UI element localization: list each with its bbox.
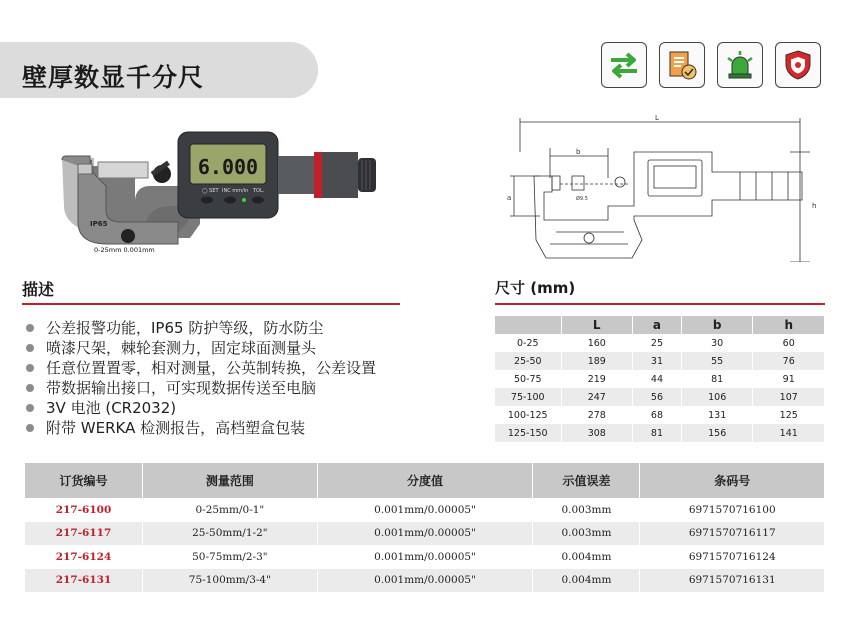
column-header	[495, 316, 561, 334]
list-item: 任意位置置零，相对测量，公英制转换，公差设置	[26, 358, 376, 378]
alarm-light-icon	[717, 42, 763, 88]
order-code: 217-6131	[25, 569, 143, 593]
feature-icons	[601, 42, 821, 88]
column-header: 示值误差	[533, 463, 640, 498]
description-heading: 描述	[22, 280, 55, 299]
column-header: 分度值	[317, 463, 533, 498]
order-code: 217-6100	[25, 498, 143, 522]
dim-h: h	[812, 202, 817, 210]
table-row: 217-6124 50-75mm/2-3" 0.001mm/0.00005" 0.004mm 6971570716124	[25, 545, 825, 569]
display-readout: 6.000	[197, 155, 259, 179]
dim-a: a	[507, 194, 512, 202]
table-row: 100-125 278 68 131 125	[495, 406, 825, 424]
dim-d: Ø9.5	[576, 196, 588, 202]
arrows-exchange-icon	[601, 42, 647, 88]
bullet-icon	[26, 404, 34, 412]
order-code: 217-6124	[25, 545, 143, 569]
column-header: L	[561, 316, 633, 334]
technical-drawing	[500, 112, 830, 262]
table-row: 217-6100 0-25mm/0-1" 0.001mm/0.00005" 0.003mm 6971570716100	[25, 498, 825, 522]
column-header: a	[633, 316, 682, 334]
column-header: 测量范围	[143, 463, 318, 498]
dimensions-table	[495, 316, 825, 442]
table-row: 50-75 219 44 81 91	[495, 370, 825, 388]
table-header-row	[25, 463, 825, 498]
column-header: h	[753, 316, 825, 334]
description-rule	[22, 303, 400, 305]
product-photo	[50, 126, 380, 266]
dim-b: b	[576, 148, 581, 156]
dimensions-heading: 尺寸 (mm)	[495, 279, 576, 297]
product-ip-label: IP65	[90, 220, 108, 228]
list-item: 公差报警功能，IP65 防护等级，防水防尘	[26, 318, 376, 338]
table-row: 0-25 160 25 30 60	[495, 334, 825, 352]
dimensions-rule	[495, 303, 825, 305]
table-row: 217-6117 25-50mm/1-2" 0.001mm/0.00005" 0.003mm 6971570716117	[25, 522, 825, 546]
bullet-icon	[26, 424, 34, 432]
tol-button-label: TOL.	[253, 188, 265, 194]
list-item: 附带 WERKA 检测报告，高档塑盒包装	[26, 418, 376, 438]
table-row: 217-6131 75-100mm/3-4" 0.001mm/0.00005" 0.004mm 6971570716131	[25, 569, 825, 593]
list-item: 喷漆尺架，棘轮套测力，固定球面测量头	[26, 338, 376, 358]
column-header: 订货编号	[25, 463, 143, 498]
bullet-icon	[26, 324, 34, 332]
list-item: 带数据输出接口，可实现数据传送至电脑	[26, 378, 376, 398]
bullet-icon	[26, 384, 34, 392]
page-title: 壁厚数显千分尺	[22, 63, 205, 92]
set-button-label: ◯ SET	[202, 188, 219, 194]
bullet-icon	[26, 344, 34, 352]
column-header: 条码号	[640, 463, 825, 498]
table-row: 125-150 308 81 156 141	[495, 424, 825, 442]
order-table	[25, 463, 825, 592]
column-header: b	[681, 316, 753, 334]
shield-protection-icon	[775, 42, 821, 88]
dim-L: L	[655, 114, 659, 122]
table-header-row	[495, 316, 825, 334]
order-code: 217-6117	[25, 522, 143, 546]
list-item: 3V 电池 (CR2032)	[26, 398, 376, 418]
inc-button-label: INC mm/in	[222, 188, 249, 194]
report-certificate-icon	[659, 42, 705, 88]
feature-list	[26, 318, 376, 438]
bullet-icon	[26, 364, 34, 372]
table-row: 75-100 247 56 106 107	[495, 388, 825, 406]
product-range-label: 0-25mm 0.001mm	[94, 246, 155, 254]
table-row: 25-50 189 31 55 76	[495, 352, 825, 370]
